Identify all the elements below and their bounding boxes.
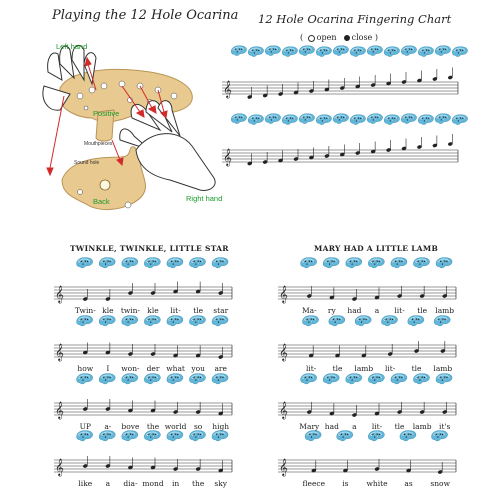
treble-clef-icon: 𝄞	[223, 80, 232, 98]
ocarina-fingering-icon	[230, 43, 248, 57]
ocarina-fingering-icon	[417, 112, 435, 126]
lyric-word: high	[212, 422, 230, 431]
lyric-word: lit-	[394, 306, 405, 315]
lyric-word: so	[193, 422, 203, 431]
label-sound-hole: Sound hole	[74, 160, 100, 166]
ocarina-fingering-icon	[349, 112, 367, 126]
label-left-hand: Left hand	[56, 42, 88, 51]
ocarina-fingering-icon	[211, 255, 230, 270]
lyric-word: Ma-	[301, 306, 317, 315]
ocarina-fingering-icon	[400, 111, 418, 125]
ocarina-fingering-icon	[247, 44, 265, 58]
lyric-word: tle	[193, 306, 204, 315]
ocarina-fingering-icon	[367, 255, 386, 270]
ocarina-fingering-icon	[434, 111, 452, 125]
ocarina-fingering-icon	[412, 255, 431, 270]
lyric-word: lit-	[170, 306, 181, 315]
treble-clef-icon: 𝄞	[55, 285, 64, 303]
treble-clef-icon: 𝄞	[55, 458, 64, 476]
staff	[54, 255, 232, 303]
legend-open: open	[316, 33, 337, 42]
treble-clef-icon: 𝄞	[279, 343, 288, 361]
ocarina-fingering-icon	[383, 112, 401, 126]
ocarina-fingering-icon	[400, 43, 418, 57]
treble-clef-icon: 𝄞	[55, 343, 64, 361]
treble-clef-icon: 𝄞	[279, 401, 288, 419]
ocarina-fingering-icon	[143, 255, 162, 270]
staff	[278, 371, 456, 419]
ocarina-fingering-icon	[315, 44, 333, 58]
staff	[54, 428, 232, 476]
lyric-word: kle	[102, 306, 114, 315]
lyric-word: in	[171, 479, 180, 488]
lyric-word: won-	[121, 364, 140, 373]
lyric-word: how	[77, 364, 94, 373]
ocarina-fingering-icon	[264, 43, 282, 57]
lyric-word: bove	[121, 422, 140, 431]
ocarina-fingering-icon	[366, 43, 384, 57]
lyric-word: the	[191, 479, 205, 488]
lyric-word: snow	[430, 479, 450, 488]
lyric-word: lit-	[305, 364, 317, 373]
ocarina-fingering-icon	[451, 112, 469, 126]
lyric-word: had	[324, 422, 339, 431]
lyric-word: lamb	[354, 364, 374, 373]
staff	[278, 313, 456, 361]
ocarina-fingering-icon	[247, 112, 265, 126]
lyric-word: tle	[411, 364, 422, 373]
ocarina-fingering-icon	[389, 255, 408, 270]
lyric-word: star	[213, 306, 229, 315]
ocarina-fingering-icon	[230, 111, 248, 125]
staff	[278, 428, 456, 476]
ocarina-fingering-icon	[332, 43, 350, 57]
ocarina-fingering-icon	[383, 44, 401, 58]
lyric-word: der	[146, 364, 160, 373]
lyric-word: I	[106, 364, 110, 373]
ocarina-fingering-icon	[435, 255, 454, 270]
lyric-word: UP	[79, 422, 91, 431]
ocarina-fingering-icon	[299, 255, 318, 270]
ocarina-fingering-icon	[344, 255, 363, 270]
ocarina-fingering-icon	[120, 255, 139, 270]
ocarina-fingering-icon	[188, 255, 207, 270]
lyric-word: as	[404, 479, 413, 488]
ocarina-fingering-icon	[349, 44, 367, 58]
ocarina-fingering-icon	[165, 255, 184, 270]
lyric-word: lit-	[384, 364, 396, 373]
ocarina-fingering-icon	[366, 111, 384, 125]
ocarina-fingering-icon	[451, 44, 469, 58]
lyric-word: kle	[147, 306, 159, 315]
treble-clef-icon: 𝄞	[55, 401, 64, 419]
legend: ( open close )	[300, 33, 378, 42]
lyric-word: dia-	[123, 479, 138, 488]
lyric-word: had	[347, 306, 362, 315]
staff	[222, 68, 458, 100]
staff	[222, 134, 458, 166]
ocarina-fingering-icon	[434, 43, 452, 57]
treble-clef-icon: 𝄞	[279, 458, 288, 476]
ocarina-fingering-icon	[298, 43, 316, 57]
ocarina-fingering-icon	[298, 111, 316, 125]
lyric-word: the	[146, 422, 160, 431]
lyric-word: fleece	[302, 479, 326, 488]
lyric-word: you	[191, 364, 205, 373]
lyric-word: lamb	[435, 306, 455, 315]
staff	[278, 255, 456, 303]
lyric-word: world	[164, 422, 187, 431]
ocarina-fingering-icon	[98, 255, 117, 270]
lyric-word: mond	[142, 479, 164, 488]
lyric-word: lit-	[371, 422, 383, 431]
treble-clef-icon: 𝄞	[223, 148, 232, 166]
label-mouthpieces: Mouthpieces	[84, 141, 113, 147]
left-title: Playing the 12 Hole Ocarina	[52, 8, 239, 23]
ocarina-fingering-icon	[315, 112, 333, 126]
ocarina-diagram	[43, 45, 215, 209]
ocarina-fingering-icon	[281, 112, 299, 126]
lyric-word: tle	[417, 306, 428, 315]
treble-clef-icon: 𝄞	[279, 285, 288, 303]
lyric-word: tle	[394, 422, 405, 431]
lyric-word: a	[352, 422, 357, 431]
lyric-word: twin-	[120, 306, 141, 315]
lyric-word: is	[342, 479, 349, 488]
label-back: Back	[93, 197, 110, 206]
staff	[54, 313, 232, 361]
lyric-word: like	[78, 479, 93, 488]
lyric-word: Mary	[299, 422, 320, 431]
lyric-word: tle	[332, 364, 343, 373]
ocarina-fingering-icon	[281, 44, 299, 58]
lyric-word: sky	[214, 479, 228, 488]
right-title: 12 Hole Ocarina Fingering Chart	[258, 12, 452, 26]
staff	[54, 371, 232, 419]
lyric-word: white	[366, 479, 388, 488]
lyric-word: are	[214, 364, 227, 373]
lyric-word: lamb	[433, 364, 453, 373]
lyric-word: a	[105, 479, 111, 488]
lyric-word: ry	[327, 306, 336, 315]
lyric-word: a-	[104, 422, 112, 431]
label-right-hand: Right hand	[186, 194, 223, 203]
ocarina-fingering-icon	[264, 111, 282, 125]
lyric-word: Twin-	[74, 306, 96, 315]
lyric-word: it's	[439, 422, 451, 431]
ocarina-fingering-icon	[417, 44, 435, 58]
ocarina-fingering-icon	[322, 255, 341, 270]
lyric-word: what	[166, 364, 185, 373]
lyric-word: a	[374, 306, 380, 315]
song-title-lamb: MARY HAD A LITTLE LAMB	[314, 244, 439, 253]
ocarina-fingering-icon	[332, 111, 350, 125]
lyric-word: lamb	[412, 422, 432, 431]
song-title-twinkle: TWINKLE, TWINKLE, LITTLE STAR	[70, 244, 229, 253]
ocarina-fingering-icon	[75, 255, 94, 270]
label-positive: Positive	[93, 109, 120, 118]
legend-close: close	[351, 33, 373, 42]
